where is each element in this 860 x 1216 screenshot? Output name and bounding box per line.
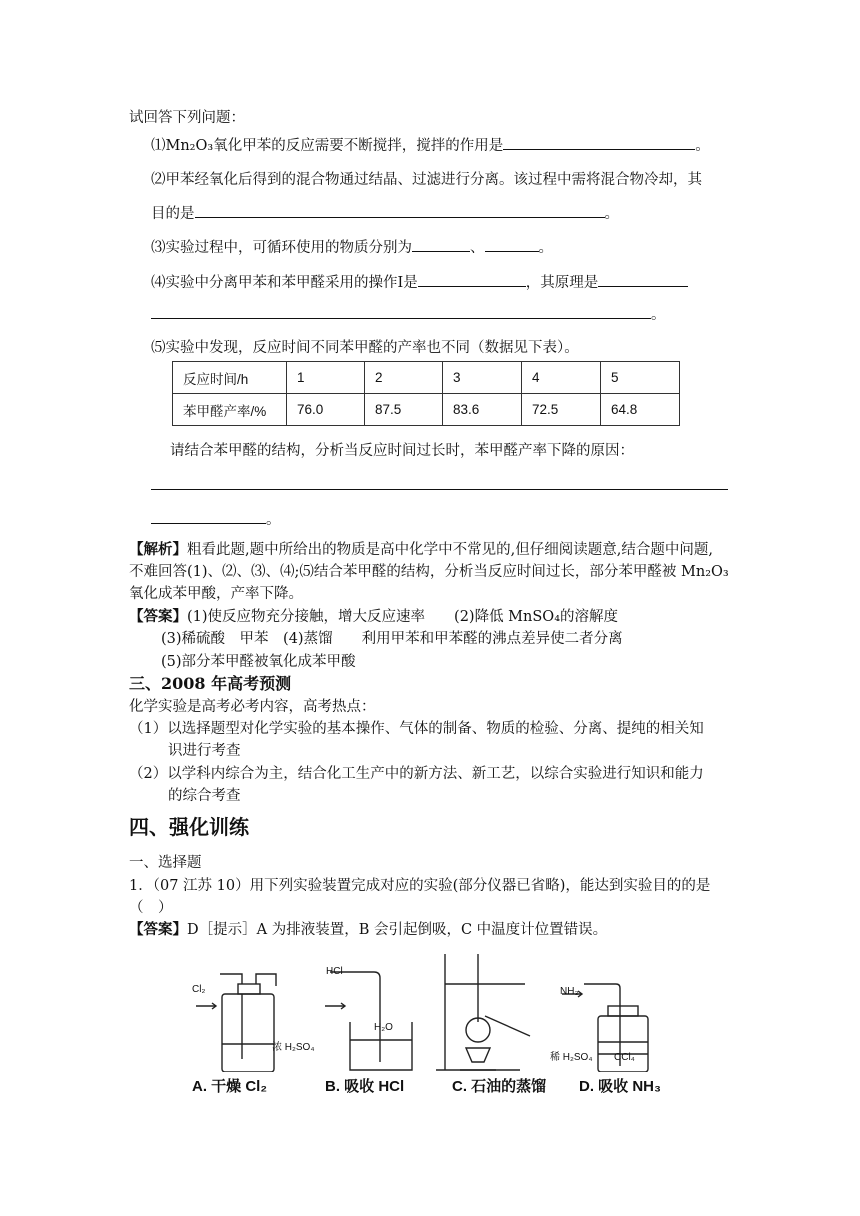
answer-blank[interactable] [418, 272, 526, 287]
analysis-line3: 氧化成苯甲酸，产率下降。 [129, 586, 303, 602]
liquid-label-d1: 稀 H₂SO₄ [550, 1052, 593, 1063]
apparatus-b-drawing [325, 972, 412, 1070]
section-3-intro: 化学实验是高考必考内容，高考热点： [129, 699, 376, 715]
question-3: ⑶实验过程中，可循环使用的物质分别为 、 。 [151, 237, 553, 258]
section-3-point2: （2）以学科内综合为主，结合化工生产中的新方法、新工艺，以综合实验进行知识和能力 [129, 766, 704, 782]
table-header-cell: 3 [443, 362, 522, 394]
yield-table [172, 361, 680, 426]
table-header-cell: 反应时间/h [173, 362, 287, 394]
question-1-text: ⑴Mn₂O₃氧化甲苯的反应需要不断搅拌，搅拌的作用是 [151, 138, 504, 154]
table-cell: 72.5 [522, 394, 601, 426]
exercise-1: 1．（07 江苏 10）用下列实验装置完成对应的实验(部分仪器已省略)，能达到实验目的的是 [129, 878, 711, 894]
table-cell: 64.8 [601, 394, 680, 426]
caption-a: A. 干燥 Cl₂ [192, 1078, 268, 1095]
table-cell: 83.6 [443, 394, 522, 426]
liquid-label-a: 浓 H₂SO₄ [272, 1042, 315, 1053]
answer-blank[interactable] [598, 272, 688, 287]
answer-blank[interactable] [151, 509, 266, 524]
answer-label: 【答案】 [129, 608, 187, 625]
answer-blank[interactable] [151, 475, 728, 490]
answer-blank[interactable] [195, 203, 605, 218]
gas-label-d: NH₃ [560, 986, 579, 997]
table-cell: 苯甲醛产率/% [173, 394, 287, 426]
section-3-title: 三、2008 年高考预测 [129, 674, 292, 693]
table-row [173, 362, 680, 394]
caption-c: C. 石油的蒸馏 [452, 1078, 547, 1095]
answer-line1: 【答案】(1)使反应物充分接触，增大反应速率 (2)降低 MnSO₄的溶解度 [129, 608, 619, 625]
table-header-cell: 5 [601, 362, 680, 394]
answer-line2: (3)稀硫酸 甲苯 (4)蒸馏 利用甲苯和甲苯醛的沸点差异使二者分离 [161, 631, 623, 647]
apparatus-c-drawing [436, 954, 530, 1070]
table-header-cell: 1 [287, 362, 365, 394]
exercise-1-answer: 【答案】D［提示］A 为排液装置，B 会引起倒吸，C 中温度计位置错误。 [129, 921, 608, 938]
gas-label-a: Cl₂ [192, 984, 206, 995]
table-header-cell: 2 [365, 362, 443, 394]
table-row [173, 394, 680, 426]
answer-blank[interactable] [151, 304, 651, 319]
liquid-label-b: H₂O [374, 1022, 393, 1033]
exercise-1-choice: （ ） [129, 900, 173, 916]
caption-d: D. 吸收 NH₃ [579, 1078, 661, 1095]
question-5: ⑸实验中发现，反应时间不同苯甲醛的产率也不同（数据见下表）。 [151, 340, 579, 356]
liquid-label-d2: CCl₄ [614, 1052, 635, 1063]
caption-b: B. 吸收 HCl [325, 1078, 405, 1095]
section-3-point1-cont: 识进行考查 [168, 743, 241, 759]
question-2-line2: 目的是 。 [151, 203, 619, 224]
question-2-line1: ⑵甲苯经氧化后得到的混合物通过结晶、过滤进行分离。该过程中需将混合物冷却，其 [151, 172, 702, 188]
section-3-point1: （1）以选择题型对化学实验的基本操作、气体的制备、物质的检验、分离、提纯的相关知 [129, 721, 704, 737]
analysis-line1: 【解析】粗看此题,题中所给出的物质是高中化学中不常见的,但仔细阅读题意,结合题中问题, [129, 541, 713, 558]
analysis-label: 【解析】 [129, 541, 187, 558]
question-5-line2 [151, 475, 728, 496]
table-header-cell: 4 [522, 362, 601, 394]
section-4-subtitle: 一、选择题 [129, 855, 202, 871]
table-cell: 76.0 [287, 394, 365, 426]
answer-blank[interactable] [485, 237, 539, 252]
table-cell: 87.5 [365, 394, 443, 426]
gas-label-b: HCl [326, 966, 343, 977]
question-4-line2: 。 [151, 304, 666, 325]
answer-line3: (5)部分苯甲醛被氧化成苯甲酸 [161, 654, 356, 670]
answer-blank[interactable] [412, 237, 470, 252]
question-1: ⑴Mn₂O₃氧化甲苯的反应需要不断搅拌，搅拌的作用是 。 [151, 135, 710, 156]
analysis-line2: 不难回答(1)、⑵、⑶、⑷;⑸结合苯甲醛的结构，分析当反应时间过长，部分苯甲醛被 Mn₂O₃ [129, 564, 729, 580]
question-4: ⑷实验中分离甲苯和苯甲醛采用的操作Ⅰ是 ，其原理是 [151, 272, 688, 293]
question-5-prompt: 请结合苯甲醛的结构，分析当反应时间过长时，苯甲醛产率下降的原因： [170, 443, 634, 459]
answer-label: 【答案】 [129, 921, 187, 938]
intro-text: 试回答下列问题： [129, 110, 245, 126]
answer-blank[interactable] [503, 135, 695, 150]
section-4-title: 四、强化训练 [129, 815, 249, 839]
apparatus-a-drawing [196, 974, 276, 1072]
question-5-line3: 。 [151, 509, 281, 530]
section-3-point2-cont: 的综合考查 [168, 788, 241, 804]
